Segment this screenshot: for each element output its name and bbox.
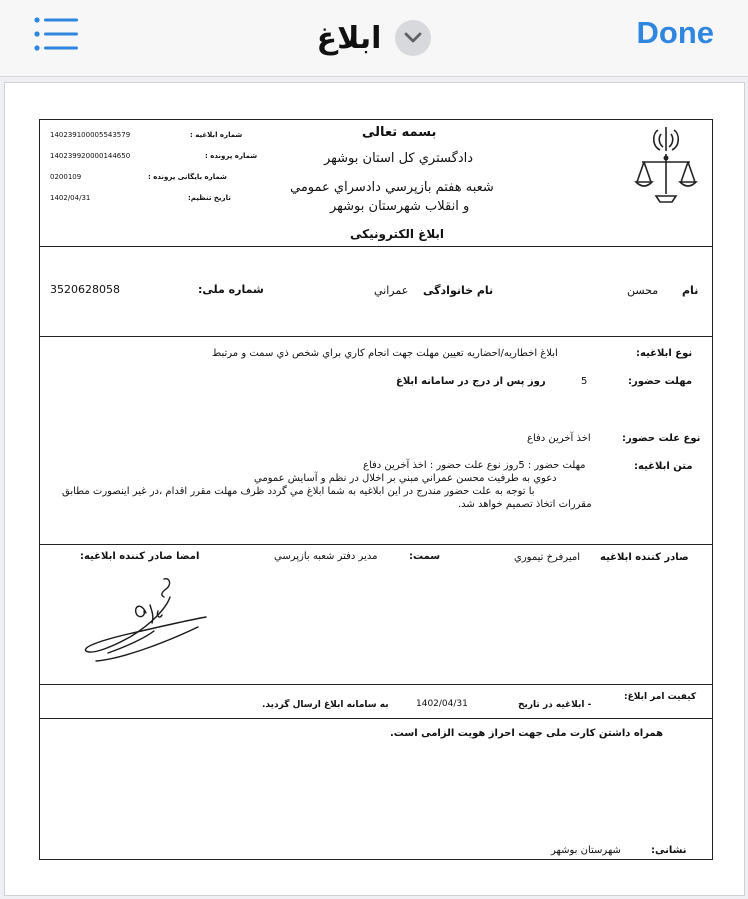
family-name-value: عمراني: [374, 284, 409, 297]
notice-text-label: متن ابلاغیه:: [634, 461, 693, 472]
delivery-quality-label: کیفیت امر ابلاغ:: [624, 692, 697, 702]
branch-line-2: و انقلاب شهرستان بوشهر: [330, 199, 470, 214]
reason-value: اخذ آخرین دفاع: [527, 433, 591, 444]
name-label: نام: [682, 284, 699, 297]
deadline-label: مهلت حضور:: [628, 376, 693, 387]
reason-label: نوع علت حضور:: [622, 433, 701, 444]
handwritten-signature-icon: [80, 575, 210, 675]
notice-text-line-2: دعوي به طرفیت محسن عمراني مبني بر اخلال در نظم و آسایش عمومي: [254, 473, 557, 484]
divider: [40, 684, 712, 685]
notice-text-line-1: مهلت حضور : 5روز نوع علت حضور : اخذ آخرین دفاع: [363, 460, 586, 471]
id-card-note: همراه داشتن کارت ملی جهت احراز هویت الزامی است.: [390, 728, 664, 739]
meta-value-issue-date: 1402/04/31: [50, 194, 91, 202]
meta-value-notice-number: 140239100005543579: [50, 131, 131, 139]
iran-emblem-and-scales-icon: [634, 124, 698, 210]
position-label: سمت:: [409, 551, 441, 562]
position-value: مدیر دفتر شعبه بازپرسي: [274, 551, 378, 562]
notice-form: [39, 119, 713, 860]
notice-text-line-4: مقررات اتخاذ تصمیم خواهد شد.: [458, 499, 592, 510]
family-name-label: نام خانوادگی: [423, 284, 494, 297]
meta-label-archive-number: شماره بایگانی پرونده :: [148, 173, 227, 181]
deadline-text: روز پس از درج در سامانه ابلاغ: [396, 376, 546, 387]
delivery-prefix: - ابلاغیه در تاریخ: [518, 700, 592, 710]
divider: [40, 336, 712, 337]
meta-label-notice-number: شماره ابلاغیه :: [190, 131, 243, 139]
address-label: نشانی:: [651, 845, 687, 856]
address-value: شهرستان بوشهر: [551, 845, 621, 856]
chevron-down-icon[interactable]: [395, 20, 431, 56]
notice-text-line-3: با توجه به علت حضور مندرج در این ابلاغیه به شما ابلاغ مي گردد ظرف مهلت مقرر اقدام ،در غیر اینصورت مطابق: [62, 486, 535, 497]
delivery-date: 1402/04/31: [416, 699, 468, 709]
notice-type-value: ابلاغ اخطاریه/احضاریه تعیین مهلت جهت انجام کاري براي شخص ذي سمت و مرتبط: [212, 348, 558, 359]
delivery-suffix: به سامانه ابلاغ ارسال گردید.: [262, 700, 389, 710]
deadline-number: 5: [581, 376, 588, 387]
meta-label-case-number: شماره پرونده :: [205, 152, 258, 160]
document-page: [4, 82, 745, 896]
done-button[interactable]: Done: [636, 15, 714, 50]
document-heading: ابلاغ الکترونیکی: [350, 227, 445, 241]
issuer-label: صادر کننده ابلاغیه: [600, 552, 689, 563]
document-title[interactable]: ابلاغ: [316, 20, 382, 56]
signature-label: امضا صادر کننده ابلاغیه:: [80, 551, 200, 562]
divider: [40, 544, 712, 545]
bismillah-heading: بسمه تعالی: [362, 125, 437, 140]
divider: [40, 246, 712, 247]
notice-type-label: نوع ابلاغیه:: [636, 348, 693, 359]
divider: [40, 718, 712, 719]
top-navigation-bar: [0, 0, 748, 77]
issuer-value: امیرفرخ تیموري: [514, 552, 581, 563]
national-id-value: 3520628058: [50, 283, 120, 296]
meta-value-archive-number: 0200109: [50, 173, 82, 181]
meta-value-case-number: 140239920000144650: [50, 152, 131, 160]
branch-line-1: شعبه هفتم بازپرسي دادسراي عمومي: [290, 180, 494, 195]
national-id-label: شماره ملی:: [198, 283, 264, 296]
meta-label-issue-date: تاریخ تنظیم:: [188, 194, 231, 202]
court-name: دادگستري کل استان بوشهر: [324, 151, 474, 166]
name-value: محسن: [627, 284, 659, 297]
